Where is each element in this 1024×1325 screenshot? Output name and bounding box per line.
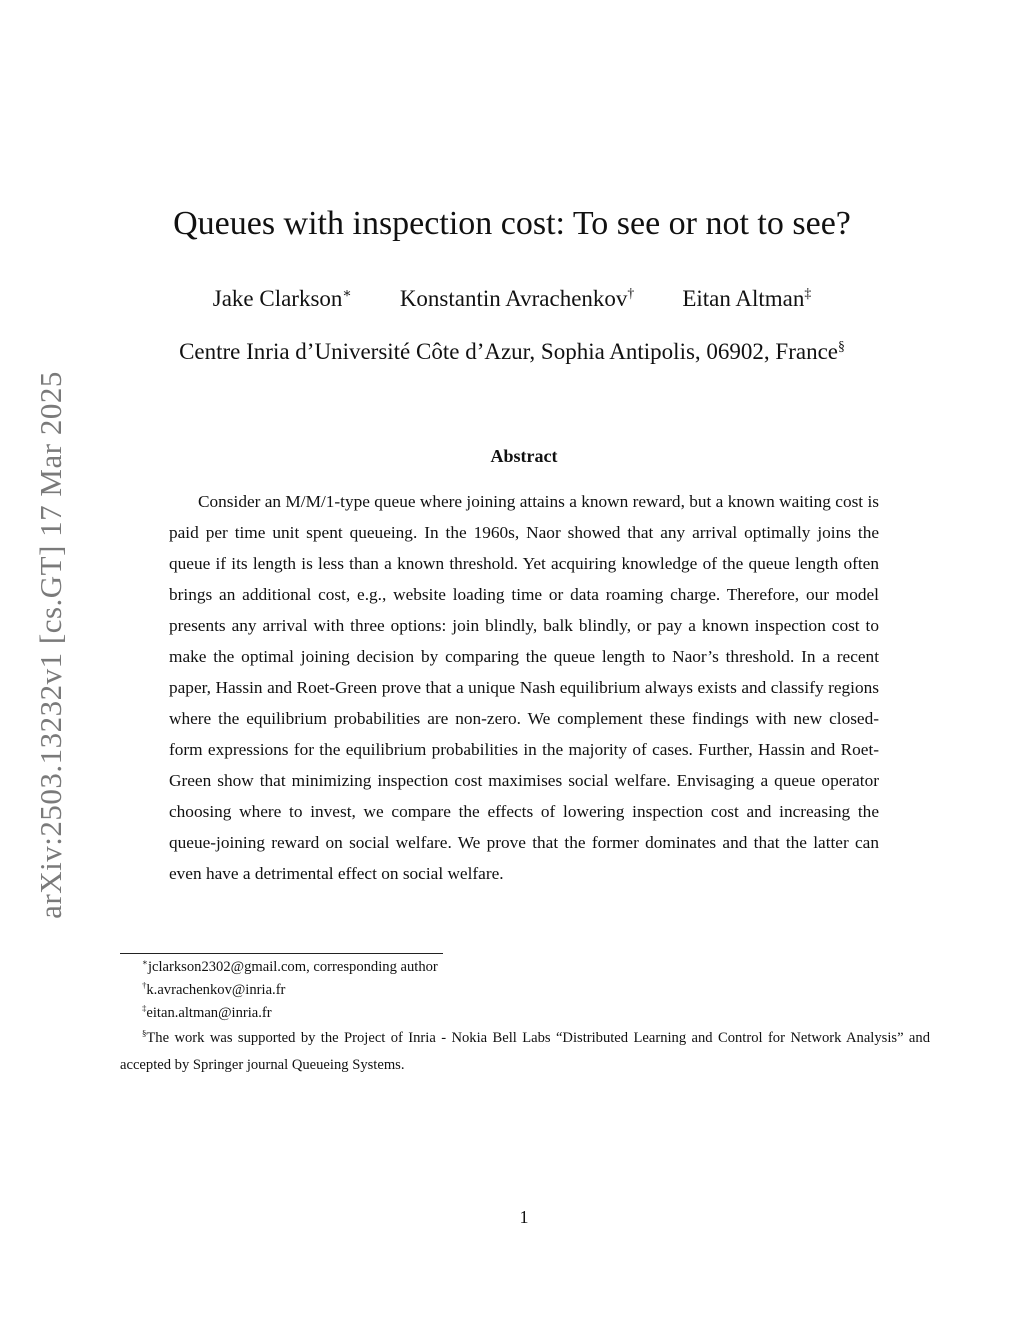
author: [213, 286, 352, 312]
author-mark: †: [627, 285, 635, 301]
footnote-mark: ‡: [142, 1003, 147, 1014]
arxiv-stamp: [30, 350, 72, 940]
footnote-rule: [120, 953, 443, 954]
abstract-heading: Abstract: [490, 446, 558, 466]
affiliation: [0, 339, 1024, 365]
author: [682, 286, 811, 312]
footnote-text: eitan.altman@inria.fr: [146, 1005, 272, 1021]
paper-title: Queues with inspection cost: To see or not to see?: [173, 205, 851, 242]
author-name: Konstantin Avrachenkov: [399, 286, 628, 311]
footnote-text: k.avrachenkov@inria.fr: [146, 982, 286, 998]
page-number: 1: [519, 1207, 529, 1227]
footnote: [120, 979, 930, 1002]
arxiv-stamp-text: arXiv:2503.13232v1 [cs.GT] 17 Mar 2025: [33, 371, 69, 919]
footnote: [120, 956, 930, 979]
footnote-mark: ∗: [142, 957, 148, 968]
author-list: [0, 286, 1024, 312]
footnote-mark: †: [142, 980, 147, 991]
footnote-mark: §: [142, 1028, 147, 1039]
author: [400, 286, 635, 312]
abstract-body: Consider an M/M/1-type queue where joining attains a known reward, but a known waiting cost is paid per time unit spent queueing. In the 1960s, Naor showed that any arrival optimally joins the queue if its length is less than a known threshold. Yet acquiring knowledge of the queue length often brings an additional cost, e.g., website loading time or data roaming charge. Therefore, our model presents any arrival with three options: join blindly, balk blindly, or pay a known inspection cost to make the optimal joining decision by comparing the queue length to Naor’s threshold. In a recent paper, Hassin and Roet-Green prove that a unique Nash equilibrium always exists and classify regions where the equilibrium probabilities are non-zero. We complement these findings with new closed-form expressions for the equilibrium probabilities in the majority of cases. Further, Hassin and Roet-Green show that minimizing inspection cost maximises social welfare. Envisaging a queue operator choosing where to invest, we compare the effects of lowering inspection cost and increasing the queue-joining reward on social welfare. We prove that the former dominates and that the latter can even have a detrimental effect on social welfare.: [169, 492, 879, 883]
footnote-text: The work was supported by the Project of Inria - Nokia Bell Labs “Distributed Learning and Control for Network Analysis” and accepted by Springer journal Queueing Systems.: [120, 1030, 930, 1073]
author-mark: ∗: [342, 285, 352, 301]
author-mark: ‡: [804, 285, 812, 301]
footnote: [120, 1002, 930, 1025]
affiliation-text: Centre Inria d’Université Côte d’Azur, Sophia Antipolis, 06902, France: [179, 339, 838, 364]
affiliation-mark: §: [838, 338, 845, 354]
footnote-text: jclarkson2302@gmail.com, corresponding author: [147, 959, 438, 975]
footnote: [120, 1025, 930, 1079]
footnotes: [120, 956, 930, 1079]
author-name: Jake Clarkson: [212, 286, 343, 311]
author-name: Eitan Altman: [682, 286, 805, 311]
